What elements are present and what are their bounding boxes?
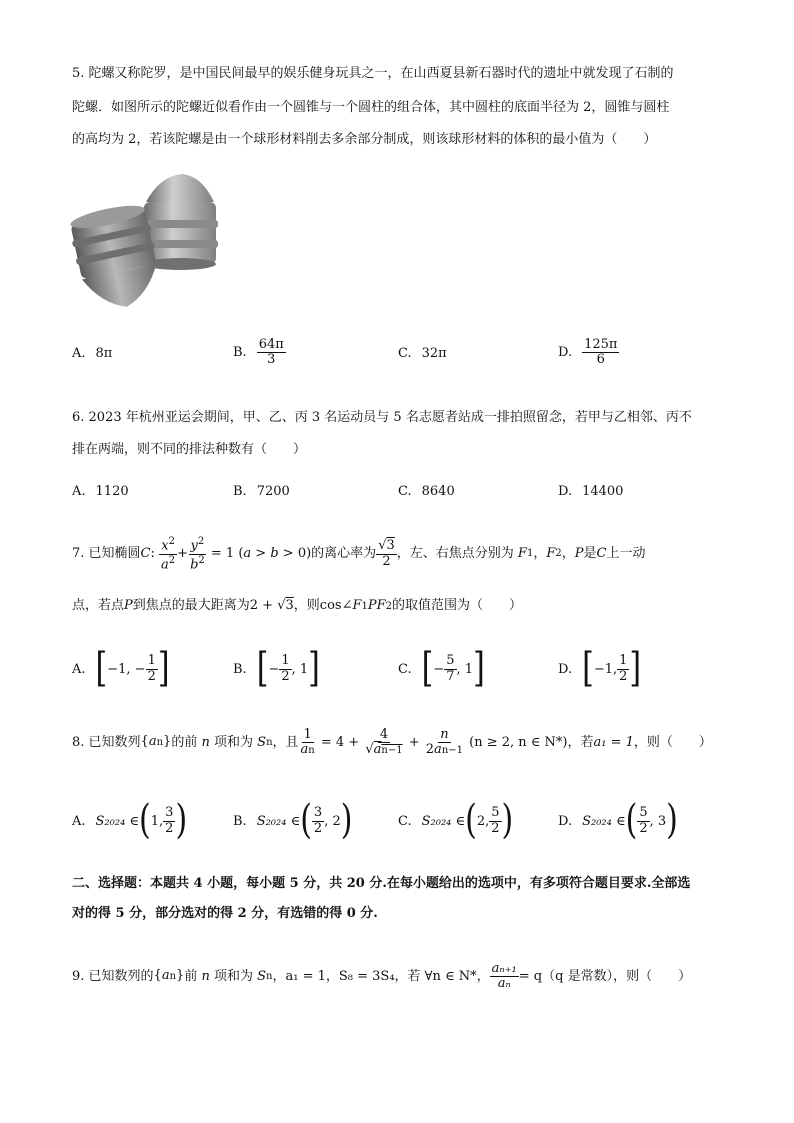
q5-option-b[interactable] [233,338,286,368]
spinning-top-image [70,172,220,312]
option-label: C. [398,813,412,829]
q7-option-a[interactable]: A. [ −1, − $\frac{1}{2}$ ] [72,644,170,692]
q9-line-1: 9. 已知数列的 {an} 前 n 项和为 S n ，a₁ = 1，S₈ = 3S₄，若 ∀n ∈ N*， $\frac{\text{aₙ₊₁}}{\text{aₙ}}$ = q（q 是常数），则（ ） [72,961,692,992]
option-value: 32π [421,346,447,361]
option-label: D. [558,345,573,361]
option-label: C. [398,661,412,677]
option-label: D. [558,813,573,829]
fraction: $\frac{125\pi}{6}$ [584,337,618,368]
option-label: A. [72,346,86,361]
option-value: 7200 [256,484,290,499]
fraction: $\frac{64\pi}{3}$ [258,337,284,368]
q6-option-c[interactable] [398,484,455,499]
q5-option-a[interactable] [72,346,112,361]
q8-option-a[interactable]: A. S₂₀₂₄ ∈ ( 1, $\frac{3}{2}$ ) [72,796,188,844]
option-label: D. [558,484,573,499]
option-label: B. [233,484,247,499]
q7-option-d[interactable]: D. [ −1, $\frac{1}{2}$ ] [558,644,642,692]
q5-line-1: 5. 陀螺又称陀罗，是中国民间最早的娱乐健身玩具之一，在山西夏县新石器时代的遗址中就发现了石制的 [72,66,674,81]
option-value: 8π [95,346,113,361]
q7-line-1: 7. 已知椭圆 C : $\frac{x^2}{a^2}$ + $\frac{y^2}{b^2}$ = 1 (a > b > 0) 的离心率为 $\frac{√3}{2}$ ，左、右焦点分别为 F 1 ， F 2 ， P 是 C 上一动 [72,536,646,572]
q7-line-2: 点，若点P到焦点的最大距离为2 + √3，则cos∠F1PF2的取值范围为（ ） [72,598,523,613]
q6-option-a[interactable] [72,484,129,499]
q6-option-b[interactable] [233,484,290,499]
option-value: 8640 [421,484,455,499]
q5-line-3: 的高均为 2，若该陀螺是由一个球形材料削去多余部分制成，则该球形材料的体积的最小值为（ ） [72,132,657,147]
q6-line-1: 6. 2023 年杭州亚运会期间，甲、乙、丙 3 名运动员与 5 名志愿者站成一排拍照留念，若甲与乙相邻、丙不 [72,410,692,425]
option-label: A. [72,813,86,829]
q6-line-2: 排在两端，则不同的排法种数有（ ） [72,442,307,457]
option-label: A. [72,661,86,677]
q6-option-d[interactable] [558,484,623,499]
option-label: C. [398,346,412,361]
section-2-line-2: 对的得 5 分，部分选对的得 2 分，有选错的得 0 分. [72,906,378,921]
option-label: B. [233,661,247,677]
option-value: 1120 [95,484,129,499]
option-label: D. [558,661,573,677]
option-label: C. [398,484,412,499]
option-label: B. [233,345,247,361]
option-label: B. [233,813,247,829]
q5-option-c[interactable] [398,346,447,361]
q7-option-b[interactable]: B. [ − $\frac{1}{2}$ , 1 ] [233,644,320,692]
q8-option-c[interactable]: C. S₂₀₂₄ ∈ ( 2, $\frac{5}{2}$ ) [398,796,514,844]
q7-option-c[interactable]: C. [ − $\frac{5}{7}$ , 1 ] [398,644,485,692]
q8-line-1: 8. 已知数列 {an} 的前 n 项和为 S n ，且 $\frac{1}{an}$ = 4 + $\frac{4}{√an-1}$ + $\frac{n}{2an-1}$ (n ≥ 2, n ∈ N*) ，若 a₁ = 1 ，则（ ） [72,727,712,758]
q8-option-b[interactable]: B. S₂₀₂₄ ∈ ( $\frac{3}{2}$ , 2 ) [233,796,353,844]
q5-option-d[interactable] [558,338,619,368]
q8-option-d[interactable]: D. S₂₀₂₄ ∈ ( $\frac{5}{2}$ , 3 ) [558,796,678,844]
q5-line-2: 陀螺．如图所示的陀螺近似看作由一个圆锥与一个圆柱的组合体，其中圆柱的底面半径为 2，圆锥与圆柱 [72,100,670,115]
section-2-line-1: 二、选择题：本题共 4 小题，每小题 5 分，共 20 分.在每小题给出的选项中，有多项符合题目要求.全部选 [72,876,691,891]
option-value: 14400 [582,484,624,499]
option-label: A. [72,484,86,499]
